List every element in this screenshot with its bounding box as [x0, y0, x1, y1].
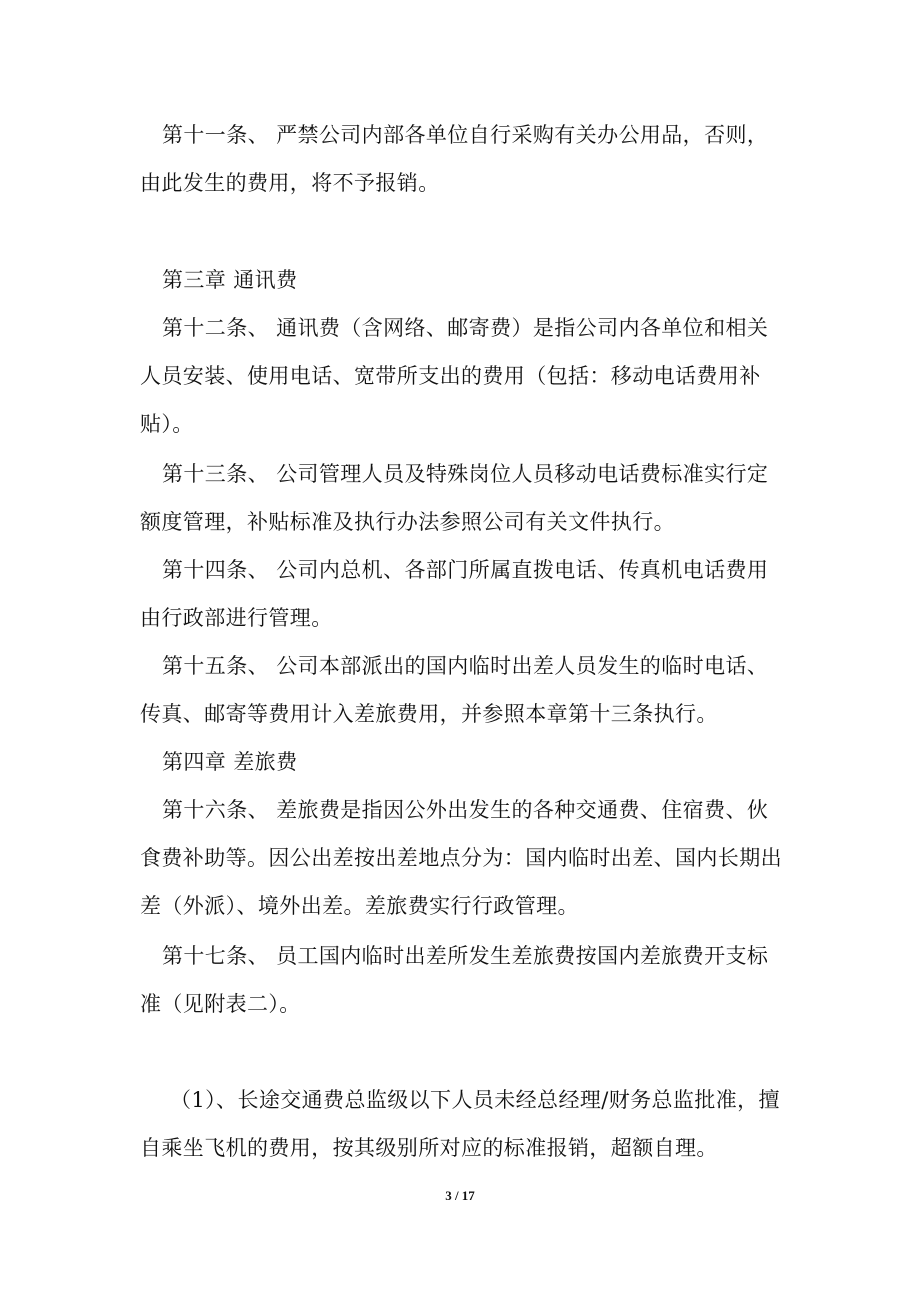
article-11-line-2: 由此发生的费用，将不予报销。 — [140, 171, 440, 195]
article-12-line-2: 人员安装、使用电话、宽带所支出的费用（包括：移动电话费用补 — [140, 364, 761, 388]
article-17-line-2: 准（见附表二）。 — [140, 992, 301, 1016]
chapter-3-title: 第三章 通讯费 — [162, 268, 298, 292]
page-number: 3 / 17 — [445, 1188, 475, 1203]
article-12-line-1: 第十二条、 通讯费（含网络、邮寄费）是指公司内各单位和相关 — [162, 316, 769, 340]
article-17 — [140, 932, 790, 1028]
article-11-line-1: 第十一条、 严禁公司内部各单位自行采购有关办公用品，否则， — [162, 123, 769, 147]
article-15-line-1: 第十五条、 公司本部派出的国内临时出差人员发生的临时电话、 — [162, 654, 769, 678]
article-17-line-1: 第十七条、 员工国内临时出差所发生差旅费按国内差旅费开支标 — [162, 944, 769, 968]
article-13 — [140, 450, 790, 546]
article-16-line-2: 食费补助等。因公出差按出差地点分为：国内临时出差、国内长期出 — [140, 846, 782, 870]
article-14-line-1: 第十四条、 公司内总机、各部门所属直拨电话、传真机电话费用 — [162, 558, 769, 582]
article-14 — [140, 546, 790, 642]
article-12 — [140, 304, 790, 448]
clause-1-line-2: 自乘坐飞机的费用，按其级别所对应的标准报销，超额自理。 — [140, 1136, 718, 1160]
article-16 — [140, 786, 790, 930]
article-16-line-1: 第十六条、 差旅费是指因公外出发生的各种交通费、住宿费、伙 — [162, 798, 769, 822]
article-15 — [140, 642, 790, 738]
article-14-line-2: 由行政部进行管理。 — [140, 606, 333, 630]
article-15-line-2: 传真、邮寄等费用计入差旅费用，并参照本章第十三条执行。 — [140, 702, 718, 726]
chapter-4-heading — [140, 738, 790, 786]
clause-1-line-1: （1）、长途交通费总监级以下人员未经总经理/财务总监批准，擅 — [170, 1088, 780, 1112]
article-13-line-1: 第十三条、 公司管理人员及特殊岗位人员移动电话费标准实行定 — [162, 462, 769, 486]
article-16-line-3: 差（外派）、境外出差。差旅费实行行政管理。 — [140, 894, 579, 918]
chapter-4-title: 第四章 差旅费 — [162, 750, 298, 774]
clause-1-long-distance-transport — [140, 1076, 790, 1172]
article-13-line-2: 额度管理，补贴标准及执行办法参照公司有关文件执行。 — [140, 510, 675, 534]
article-12-line-3: 贴）。 — [140, 412, 194, 436]
chapter-3-heading — [140, 256, 790, 304]
article-11 — [140, 111, 790, 207]
